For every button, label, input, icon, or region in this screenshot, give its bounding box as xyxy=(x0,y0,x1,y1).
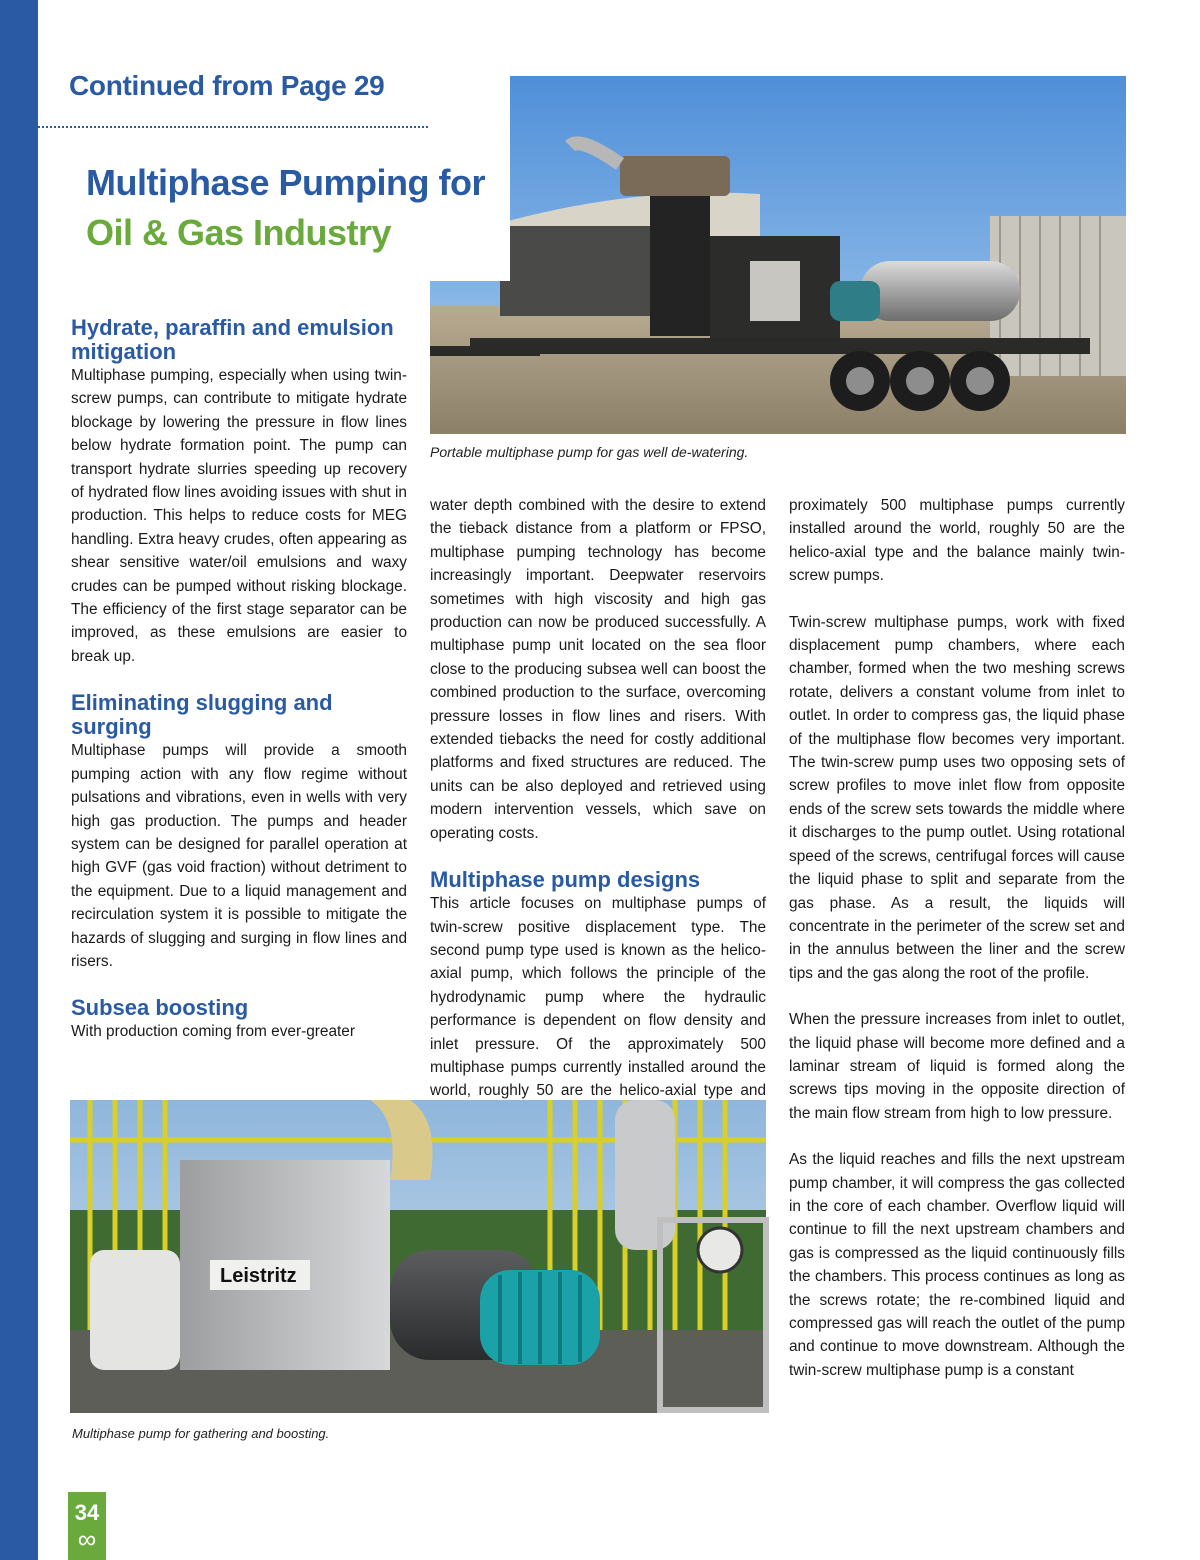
pump-skid-photo xyxy=(70,1100,766,1413)
trailer-pump-photo xyxy=(430,76,1126,434)
page-number-badge xyxy=(68,1492,106,1560)
page-number: 34 xyxy=(74,1500,100,1525)
caption-portable-pump: Portable multiphase pump for gas well de-watering. xyxy=(430,444,749,460)
body-subsea-continued: water depth combined with the desire to extend the tieback distance from a platform or FPSO, multiphase pumping technology has become increasingly important. Deepwater reservoirs sometimes with high viscosity and high gas production can now be produced successfully. A multiphase pump unit located on the sea floor close to the producing subsea well can boost the combined production to the surface, overcoming pressure losses in flow lines and risers. With extended tiebacks the need for costly additional platforms and fixed structures are reduced. The units can be also deployed and retrieved using modern intervention vessels, which save on operating costs. xyxy=(430,497,766,842)
infinity-icon: ∞ xyxy=(77,1524,97,1554)
body-hydrate: Multiphase pumping, especially when using twin-screw pumps, can contribute to mitigate hydrate blockage by lowering the pressure in flow lines below hydrate formation point. The pump can transport hydrate slurries speeding up recovery of hydrated flow lines avoiding issues with shut in production. This helps to reduce costs for MEG handling. Extra heavy crudes, often appearing as shear sensitive water/oil emulsions and waxy crudes can be pumped without risking blockage. The efficiency of the first stage separator can be improved, as these emulsions are easier to break up. xyxy=(71,367,407,665)
article-title xyxy=(86,158,485,258)
continued-from-heading: Continued from Page 29 xyxy=(69,70,385,101)
photo-gathering-pump xyxy=(70,1100,766,1413)
column-1 xyxy=(71,316,407,1044)
photo-portable-pump xyxy=(430,76,1126,434)
article-title-line2: Oil & Gas Industry xyxy=(86,212,392,253)
heading-hydrate: Hydrate, paraffin and emulsion mitigation xyxy=(71,315,394,364)
heading-subsea: Subsea boosting xyxy=(71,995,249,1021)
dotted-divider xyxy=(38,126,492,128)
article-title-line1: Multiphase Pumping for xyxy=(86,162,485,203)
heading-slugging: Eliminating slugging and surging xyxy=(71,690,333,740)
body-designs-continued: proximately 500 multiphase pumps currently installed around the world, roughly 50 are the helico-axial type and the balance mainly twin-screw pumps. xyxy=(789,497,1125,585)
leistritz-label: Leistritz xyxy=(220,1265,297,1287)
body-twin-screw-2: When the pressure increases from inlet to outlet, the liquid phase will become more defined and a laminar stream of liquid is formed along the screws tips moving in the opposite direction of the main flow stream from high to low pressure. xyxy=(789,1011,1125,1122)
left-accent-bar xyxy=(0,0,38,1560)
body-designs: This article focuses on multiphase pumps of twin-screw positive displacement type. The second pump type used is known as the helico-axial pump, which follows the principle of the hydrodynamic pump where the hydraulic performance is dependent on flow density and inlet pressure. Of the approximately 500 multiphase pumps currently installed around the world, roughly 50 are the helico-axial type and xyxy=(430,895,766,1100)
column-3 xyxy=(789,494,1125,1382)
body-twin-screw-1: Twin-screw multiphase pumps, work with fixed displacement pump chambers, where each chamber, formed when the two meshing screws rotate, delivers a constant volume from inlet to outlet. In order to compress gas, the liquid phase of the multiphase flow becomes very important. The twin-screw pump uses two opposing sets of screw profiles to move inlet flow from opposite ends of the screw sets towards the middle where it discharges to the pump outlet. Using rotational speed of the screws, centrifugal forces will cause the liquid phase to split and separate from the gas phase. As a result, the liquids will concentrate in the perimeter of the screw set and in the annulus between the liner and the screw tips and the gas along the root of the profile. xyxy=(789,613,1125,982)
body-slugging: Multiphase pumps will provide a smooth pumping action with any flow regime without pulsations and vibrations, even in wells with very high gas production. The pumps and header system can be designed for parallel operation at high GVF (gas void fraction) without detriment to the equipment. Due to a liquid management and recirculation system it is possible to mitigate the hazards of slugging and surging in flow lines and risers. xyxy=(71,742,407,970)
body-twin-screw-3: As the liquid reaches and fills the next upstream pump chamber, it will compress the gas collected in the core of each chamber. Overflow liquid will continue to fill the next upstream chambers and gas is compressed as the liquid continuously fills the chambers. This process continues as long as the screws rotate; the re-combined liquid and compressed gas will reach the outlet of the pump and continue to move downstream. Although the twin-screw multiphase pump is a constant xyxy=(789,1151,1125,1379)
caption-gathering-pump: Multiphase pump for gathering and boosting. xyxy=(72,1426,330,1441)
body-subsea-start: With production coming from ever-greater xyxy=(71,1023,355,1041)
column-2 xyxy=(430,494,766,1100)
heading-designs: Multiphase pump designs xyxy=(430,867,701,893)
